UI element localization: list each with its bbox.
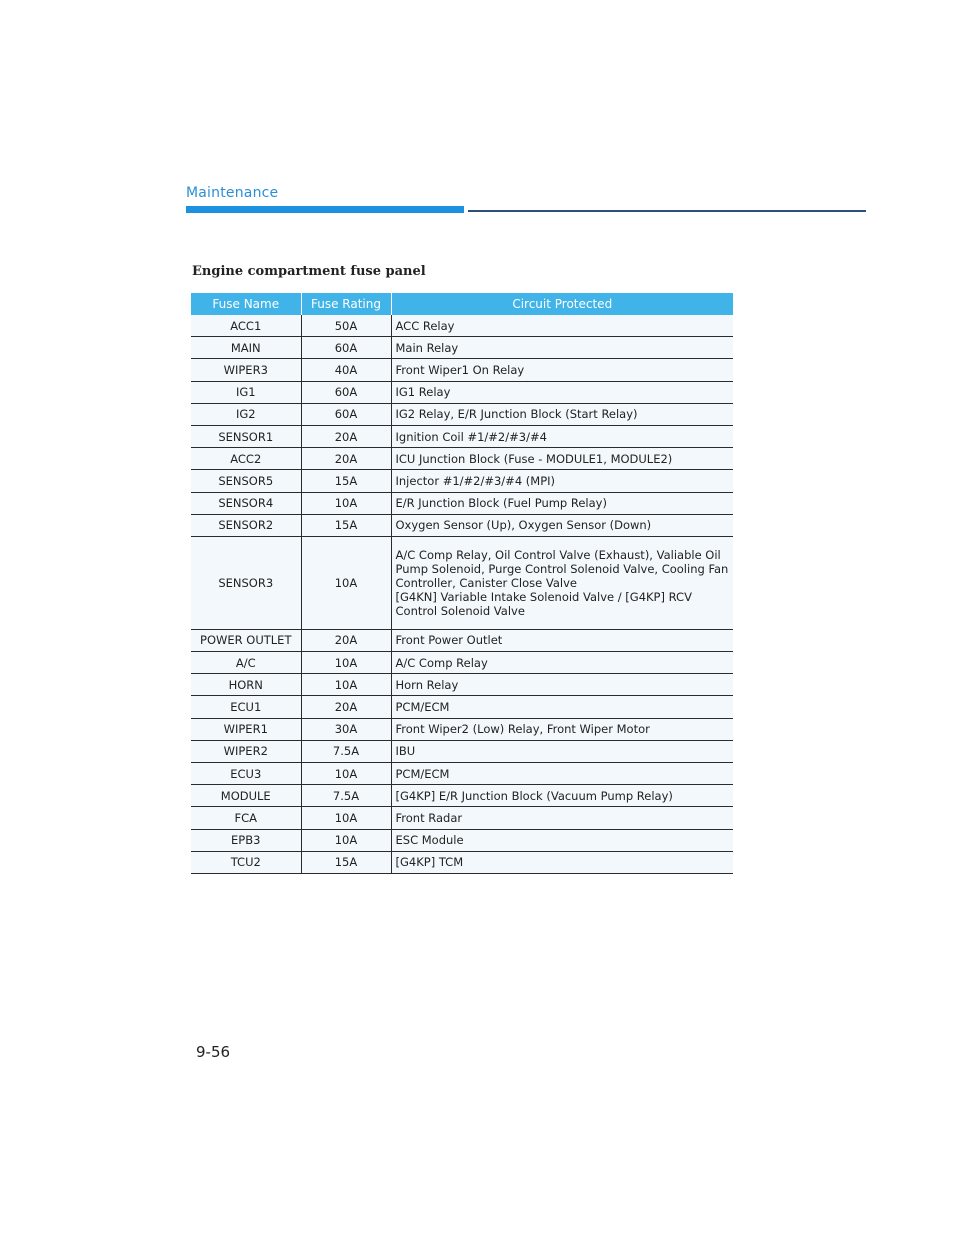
fuse-rating-cell: 10A bbox=[301, 652, 391, 674]
table-row bbox=[191, 807, 733, 829]
table-row bbox=[191, 425, 733, 447]
circuit-protected-cell: Ignition Coil #1/#2/#3/#4 bbox=[391, 425, 733, 447]
table-row bbox=[191, 740, 733, 762]
fuse-name-cell: MODULE bbox=[191, 785, 301, 807]
header-rule-accent bbox=[186, 206, 464, 213]
fuse-name-cell: ACC2 bbox=[191, 448, 301, 470]
section-label: Maintenance bbox=[186, 185, 279, 201]
circuit-protected-cell: Front Wiper1 On Relay bbox=[391, 359, 733, 381]
fuse-name-cell: IG2 bbox=[191, 403, 301, 425]
fuse-table-body bbox=[191, 315, 733, 873]
fuse-rating-cell: 10A bbox=[301, 536, 391, 629]
fuse-name-cell: SENSOR4 bbox=[191, 492, 301, 514]
table-row bbox=[191, 674, 733, 696]
column-header-fuse-name: Fuse Name bbox=[191, 293, 301, 315]
circuit-line: [G4KN] Variable Intake Solenoid Valve / [G4KP] RCV Control Solenoid Valve bbox=[395, 589, 692, 618]
table-row bbox=[191, 470, 733, 492]
fuse-name-cell: SENSOR2 bbox=[191, 514, 301, 536]
column-header-fuse-rating: Fuse Rating bbox=[301, 293, 391, 315]
fuse-name-cell: ECU1 bbox=[191, 696, 301, 718]
fuse-name-cell: WIPER3 bbox=[191, 359, 301, 381]
fuse-name-cell: SENSOR1 bbox=[191, 425, 301, 447]
table-row bbox=[191, 785, 733, 807]
circuit-protected-cell: E/R Junction Block (Fuel Pump Relay) bbox=[391, 492, 733, 514]
circuit-protected-cell: IBU bbox=[391, 740, 733, 762]
circuit-line: A/C Comp Relay, Oil Control Valve (Exhaust), Valiable Oil Pump Solenoid, Purge Control Solenoid Valve, Cooling Fan Controller, Canister Close Valve bbox=[395, 547, 729, 590]
fuse-rating-cell: 60A bbox=[301, 337, 391, 359]
fuse-name-cell: A/C bbox=[191, 652, 301, 674]
page-number: 9-56 bbox=[196, 1043, 231, 1061]
fuse-name-cell: SENSOR3 bbox=[191, 536, 301, 629]
table-row bbox=[191, 492, 733, 514]
table-row bbox=[191, 514, 733, 536]
column-header-circuit-protected: Circuit Protected bbox=[391, 293, 733, 315]
circuit-protected-cell: [G4KP] TCM bbox=[391, 851, 733, 873]
table-row bbox=[191, 536, 733, 629]
circuit-protected-cell: PCM/ECM bbox=[391, 763, 733, 785]
circuit-protected-cell: IG1 Relay bbox=[391, 381, 733, 403]
fuse-rating-cell: 15A bbox=[301, 470, 391, 492]
fuse-rating-cell: 15A bbox=[301, 851, 391, 873]
table-row bbox=[191, 629, 733, 651]
fuse-rating-cell: 20A bbox=[301, 448, 391, 470]
fuse-name-cell: HORN bbox=[191, 674, 301, 696]
circuit-protected-cell: Horn Relay bbox=[391, 674, 733, 696]
fuse-rating-cell: 40A bbox=[301, 359, 391, 381]
fuse-rating-cell: 60A bbox=[301, 403, 391, 425]
circuit-protected-cell: ACC Relay bbox=[391, 315, 733, 337]
fuse-name-cell: WIPER2 bbox=[191, 740, 301, 762]
circuit-protected-cell: ESC Module bbox=[391, 829, 733, 851]
table-row bbox=[191, 448, 733, 470]
fuse-rating-cell: 10A bbox=[301, 492, 391, 514]
fuse-rating-cell: 20A bbox=[301, 629, 391, 651]
circuit-protected-cell: Main Relay bbox=[391, 337, 733, 359]
table-row bbox=[191, 381, 733, 403]
circuit-protected-cell: Oxygen Sensor (Up), Oxygen Sensor (Down) bbox=[391, 514, 733, 536]
circuit-protected-cell: Front Radar bbox=[391, 807, 733, 829]
circuit-protected-cell: Front Wiper2 (Low) Relay, Front Wiper Motor bbox=[391, 718, 733, 740]
table-row bbox=[191, 359, 733, 381]
circuit-protected-cell: PCM/ECM bbox=[391, 696, 733, 718]
fuse-rating-cell: 10A bbox=[301, 807, 391, 829]
panel-title: Engine compartment fuse panel bbox=[192, 264, 426, 279]
fuse-rating-cell: 60A bbox=[301, 381, 391, 403]
fuse-name-cell: IG1 bbox=[191, 381, 301, 403]
fuse-name-cell: WIPER1 bbox=[191, 718, 301, 740]
table-row bbox=[191, 696, 733, 718]
fuse-rating-cell: 10A bbox=[301, 763, 391, 785]
circuit-protected-cell bbox=[391, 536, 733, 629]
circuit-protected-cell: Injector #1/#2/#3/#4 (MPI) bbox=[391, 470, 733, 492]
fuse-rating-cell: 15A bbox=[301, 514, 391, 536]
fuse-table bbox=[191, 293, 733, 874]
circuit-protected-cell: Front Power Outlet bbox=[391, 629, 733, 651]
fuse-name-cell: POWER OUTLET bbox=[191, 629, 301, 651]
table-row bbox=[191, 829, 733, 851]
fuse-name-cell: SENSOR5 bbox=[191, 470, 301, 492]
fuse-name-cell: EPB3 bbox=[191, 829, 301, 851]
fuse-rating-cell: 7.5A bbox=[301, 740, 391, 762]
table-row bbox=[191, 337, 733, 359]
fuse-rating-cell: 50A bbox=[301, 315, 391, 337]
fuse-name-cell: ECU3 bbox=[191, 763, 301, 785]
fuse-name-cell: MAIN bbox=[191, 337, 301, 359]
table-row bbox=[191, 652, 733, 674]
fuse-rating-cell: 7.5A bbox=[301, 785, 391, 807]
circuit-protected-cell: A/C Comp Relay bbox=[391, 652, 733, 674]
circuit-protected-cell: IG2 Relay, E/R Junction Block (Start Relay) bbox=[391, 403, 733, 425]
fuse-rating-cell: 10A bbox=[301, 829, 391, 851]
fuse-name-cell: TCU2 bbox=[191, 851, 301, 873]
fuse-rating-cell: 20A bbox=[301, 425, 391, 447]
fuse-name-cell: FCA bbox=[191, 807, 301, 829]
fuse-rating-cell: 30A bbox=[301, 718, 391, 740]
circuit-protected-cell: [G4KP] E/R Junction Block (Vacuum Pump Relay) bbox=[391, 785, 733, 807]
table-row bbox=[191, 763, 733, 785]
circuit-protected-cell: ICU Junction Block (Fuse - MODULE1, MODULE2) bbox=[391, 448, 733, 470]
table-row bbox=[191, 718, 733, 740]
fuse-rating-cell: 20A bbox=[301, 696, 391, 718]
table-row bbox=[191, 315, 733, 337]
header-rule bbox=[468, 210, 866, 212]
table-row bbox=[191, 851, 733, 873]
table-row bbox=[191, 403, 733, 425]
fuse-rating-cell: 10A bbox=[301, 674, 391, 696]
fuse-name-cell: ACC1 bbox=[191, 315, 301, 337]
table-header-row bbox=[191, 293, 733, 315]
